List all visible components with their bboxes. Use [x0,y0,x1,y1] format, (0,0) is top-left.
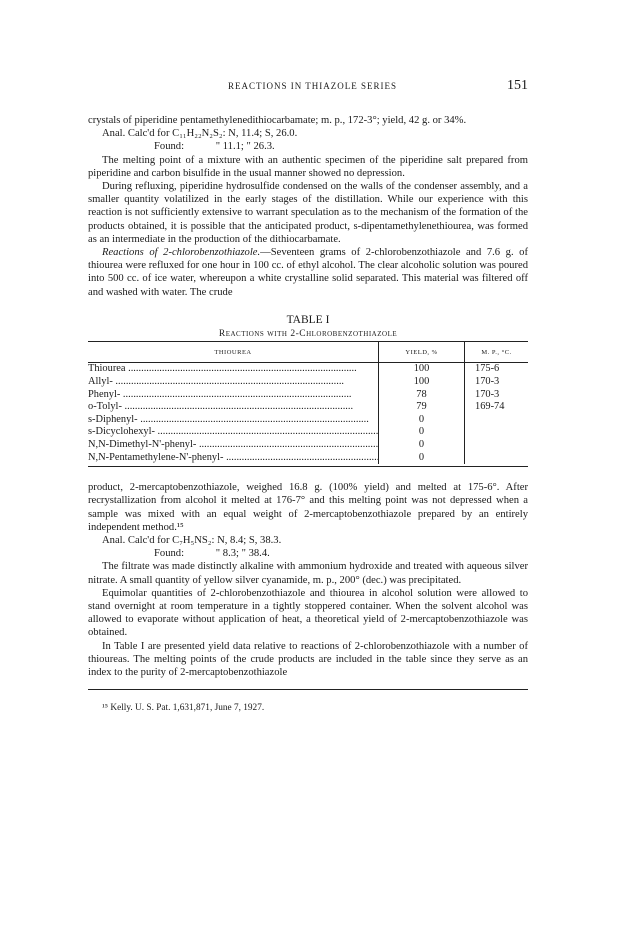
paragraph-2: The melting point of a mixture with an authentic specimen of the piperidine salt prepared from piperidine and carbon bisulfide in the usual manner showed no depression. [88,154,528,179]
paragraph-4-body: —Seventeen grams of 2-chlorobenzothiazole and 7.6 g. of thiourea were refluxed for one hour in 100 cc. of ethyl alcohol. The clear alcoholic solution was poured into 500 cc. of ice water, whereupon a white crystalline solid separated. This material was filtered off and washed with water. The crude [88,247,528,298]
paragraph-6: The filtrate was made distinctly alkaline with ammonium hydroxide and treated with aqueous silver nitrate. A small quantity of yellow silver cyanamide, m. p., 200° (dec.) was precipitated. [88,561,528,586]
table-cell-thiourea: N,N-Dimethyl-N'-phenyl- ..... [88,439,378,452]
table-cell-yield: 100 [378,376,464,389]
table-cell-yield: 0 [378,452,464,465]
table-cell-yield: 0 [378,426,464,439]
running-head: REACTIONS IN THIAZOLE SERIES [227,81,398,91]
paragraph-8: In Table I are presented yield data relative to reactions of 2-chlorobenzothiazole with a number of thioureas. The melting points of the crude products are included in the table since they serve as an index to the purity of 2-mercaptobenzothiazole [88,640,528,679]
page-number: 151 [507,78,528,93]
paper-page [88,78,528,715]
table-title: TABLE I [286,313,330,326]
table-cell-thiourea: Allyl- ..... [88,376,378,389]
table-cell-mp [464,426,528,439]
table-grid [88,341,528,467]
table-cell-thiourea: N,N-Pentamethylene-N'-phenyl- ..... [88,452,378,465]
paragraph-5: product, 2-mercaptobenzothiazole, weighed 16.8 g. (100% yield) and melted at 175-6°. After recrystallization from alcohol it melted at 176-7° and this melting point was not depressed when a sample was mixed with an equal weight of 2-mercaptobenzothiazole prepared by an entirely independent method.¹⁵ [88,482,528,533]
column-header-thiourea: THIOUREA [88,341,378,364]
table-cell-yield: 78 [378,389,464,402]
table-cell-yield: 100 [378,363,464,376]
table-cell-yield: 79 [378,401,464,414]
footnote-rule [88,689,528,690]
column-header-yield: YIELD, % [378,341,464,364]
analysis-found-1: Found: " 11.1; " 26.3. [154,141,275,153]
table-cell-thiourea: s-Dicyclohexyl- ..... [88,426,378,439]
paragraph-7: Equimolar quantities of 2-chlorobenzothiazole and thiourea in alcohol solution were allowed to stand overnight at room temperature in a tightly stoppered container. When the solvent alcohol was allowed to evaporate without application of heat, a theoretical yield of 2-mercaptobenzothiazole was obtained. [88,587,528,639]
table-cell-yield: 0 [378,439,464,452]
column-header-mp: M. P., °C. [464,341,528,364]
paragraph-4 [88,246,528,299]
analysis-calculated-2: Anal. Calc'd for C₇H₅NS₂: N, 8.4; S, 38.3. [102,535,282,546]
analysis-found-2: Found: " 8.3; " 38.4. [154,548,270,560]
page-header [88,78,528,100]
table-subtitle: Reactions with 2-Chlorobenzothiazole [218,328,398,339]
table-cell-mp: 175-6 [464,363,528,376]
paragraph-1: crystals of piperidine pentamethylenedithiocarbamate; m. p., 172-3°; yield, 42 g. or 34%. [88,115,467,126]
table-cell-thiourea: o-Tolyl- ..... [88,401,378,414]
table-cell-mp [464,439,528,452]
table-cell-thiourea: Phenyl- ..... [88,389,378,402]
table-cell-mp: 170-3 [464,389,528,402]
table-cell-mp [464,414,528,427]
table-cell-mp: 170-3 [464,376,528,389]
paragraph-3: During refluxing, piperidine hydrosulfide condensed on the walls of the condenser assembly, and a smaller quantity volatilized in the early stages of the distillation. While our experience with this reaction is not sufficiently extensive to warrant speculation as to the mechanism of the formation of the products obtained, it is possible that the anticipated product, s-dipentamethylenethiourea, was formed as an intermediate in the production of the dithiocarbamate. [88,181,528,245]
table-cell-yield: 0 [378,414,464,427]
table-cell-mp: 169-74 [464,401,528,414]
section-heading: Reactions of 2-chlorobenzothiazole. [102,247,261,259]
table-cell-thiourea: Thiourea ..... [88,363,378,376]
footnote: ¹⁵ Kelly. U. S. Pat. 1,631,871, June 7, 1927. [102,703,265,714]
analysis-calculated-1: Anal. Calc'd for C₁₁H₂₂N₂S₂: N, 11.4; S, 26.0. [102,128,298,140]
table-cell-mp [464,452,528,465]
table-cell-thiourea: s-Diphenyl- ..... [88,414,378,427]
table-bottom-rule [88,466,528,467]
table-1 [88,313,528,467]
